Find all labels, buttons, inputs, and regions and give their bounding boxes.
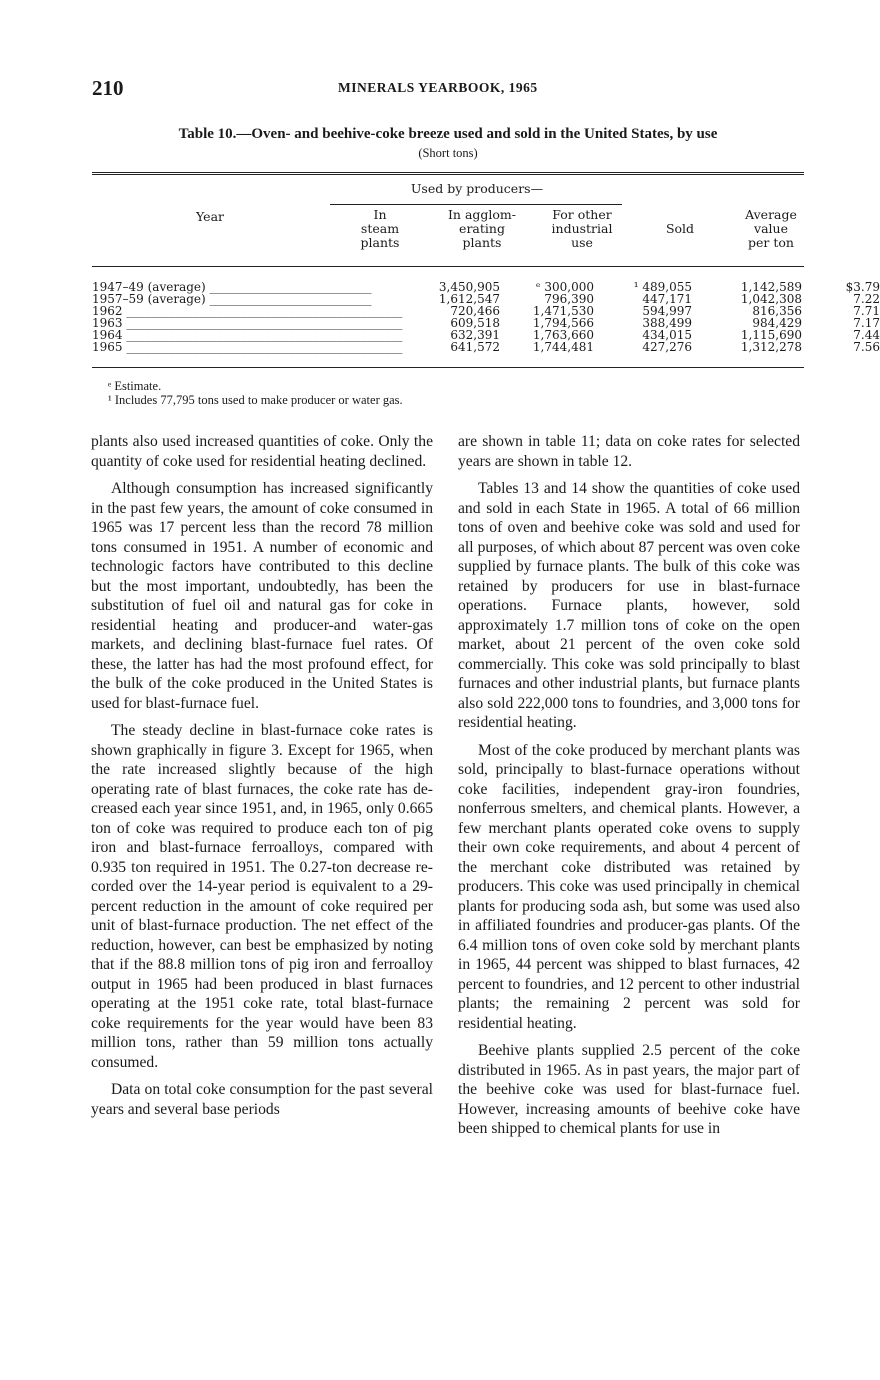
cell-sold: 1,042,308: [740, 292, 802, 306]
paragraph: The steady decline in blast-furnace coke rates is shown graphically in figure 3. Except for 1965, when the rate increased slightly because of the high operating rate of blast furnaces, the coke rate has decreased each year since 1951, and, in 1965, only 0.665 ton of coke was required to produce each ton of pig iron and blast-furnace ferroalloys, compared with 0.935 ton required in 1951. The 0.27-ton decrease recorded over the 14-year period is equivalent to a 29-percent reduction in the amount of coke required per unit of blast-furnace production. The net effect of the reduction, however, can best be emphasized by noting that if the 88.8 million tons of pig iron and ferroalloy output in 1965 had been produced in blast furnaces operating at the 1951 coke rate, total blast-furnace coke requirements for the year would have been 83 million tons, rather than 59 million tons actually consumed.: [91, 722, 433, 1071]
column-header-steam: In steam plants: [360, 207, 400, 250]
cell-average-value: 7.44: [853, 328, 880, 342]
cell-sold: 984,429: [752, 316, 802, 330]
cell-steam: 1,612,547: [438, 292, 500, 306]
footnote-1: ¹ Includes 77,795 tons used to make producer or water gas.: [108, 393, 403, 407]
cell-other-industrial: 447,171: [642, 292, 692, 306]
paragraph: Tables 13 and 14 show the quantities of coke used and sold in each State in 1965. A total of 66 million tons of oven and beehive coke was sold and used for all purposes, of which about 87 percent was oven coke supplied by furnace plants. The bulk of this coke was retained by producers for use in blast-furnace operations. Furnace plants, however, sold approximately 1.7 million tons of coke on the open market, about 21 percent of the oven coke sold commercially. This coke was sold principally to blast furnaces and other industrial plants, but furnace plants also sold 222,000 tons to foundries, and 3,000 tons for residential heating.: [458, 480, 800, 731]
cell-sold: 816,356: [752, 304, 802, 318]
row-year: 1947–49 (average) ___________________________: [92, 280, 372, 294]
column-header-other-industrial: For other industrial use: [551, 207, 613, 250]
cell-steam: 609,518: [450, 316, 500, 330]
paragraph: Data on total coke consumption for the past several years and several base periods: [91, 1081, 433, 1118]
body-column-right: [458, 432, 800, 1147]
row-year: 1964 ______________________________________________: [92, 328, 403, 342]
cell-agglomerating: 1,794,566: [532, 316, 594, 330]
column-header-agglomerating: In agglom- erating plants: [447, 207, 517, 250]
cell-agglomerating: 1,744,481: [532, 340, 594, 354]
cell-sold: 1,115,690: [740, 328, 802, 342]
row-year: 1957–59 (average) ___________________________: [92, 292, 372, 306]
page-number: 210: [92, 76, 124, 100]
cell-steam: 641,572: [450, 340, 500, 354]
table-header-rule: [92, 266, 804, 267]
paragraph: Most of the coke produced by merchant plants was sold, principally to blast-furnace operations without coke facilities, independent gray-iron foundries, nonferrous smelters, and chemical plants. However, a few merchant plants operated coke ovens to supply their own coke requirements, and about 4 percent of the merchant coke distributed was retained by producers. This coke was used principally in chemical plants for producing soda ash, but some was used also in affiliated foundries and producer-gas plants. Of the 6.4 million tons of oven coke sold by merchant plants in 1965, 44 percent was shipped to blast furnaces, 42 percent to foundries, and 12 percent to other industrial plants; the remaining 2 percent was sold for residential heating.: [458, 741, 800, 1032]
table-top-rule: [92, 172, 804, 175]
column-group-header: Used by producers—: [410, 181, 544, 196]
column-header-year: Year: [196, 209, 224, 224]
table-title: Table 10.—Oven- and beehive-coke breeze used and sold in the United States, by use: [178, 126, 718, 142]
cell-steam: 632,391: [450, 328, 500, 342]
row-year: 1965 ______________________________________________: [92, 340, 403, 354]
body-column-left: [91, 432, 433, 1127]
paragraph: plants also used increased quantities of coke. Only the quantity of coke used for residential heating declined.: [91, 433, 433, 470]
column-header-sold: Sold: [665, 221, 695, 236]
paragraph: are shown in table 11; data on coke rates for selected years are shown in table 12.: [458, 433, 800, 470]
paragraph: Beehive plants supplied 2.5 percent of the coke distributed in 1965. As in past years, the major part of the beehive coke was used for blast-furnace fuel. However, increasing amounts of beehive coke have been shipped to chemical plants for use in: [458, 1042, 800, 1137]
cell-average-value: 7.71: [853, 304, 880, 318]
cell-average-value: 7.17: [853, 316, 880, 330]
cell-other-industrial: 594,997: [642, 304, 692, 318]
cell-steam: 720,466: [450, 304, 500, 318]
footnote-estimate: ᵉ Estimate.: [108, 379, 162, 393]
table-row: [92, 340, 880, 354]
page-header: [92, 76, 804, 104]
cell-average-value: $3.79: [845, 280, 880, 294]
cell-other-industrial: 388,499: [642, 316, 692, 330]
cell-other-industrial: 434,015: [642, 328, 692, 342]
table-bottom-rule: [92, 367, 804, 368]
cell-sold: 1,142,589: [740, 280, 802, 294]
cell-agglomerating: 796,390: [544, 292, 594, 306]
table-footnotes: [108, 379, 403, 407]
cell-agglomerating: 1,471,530: [532, 304, 594, 318]
column-header-average-value: Average value per ton: [745, 207, 797, 250]
cell-average-value: 7.56: [853, 340, 880, 354]
table-subtitle: (Short tons): [418, 146, 478, 160]
paragraph: Although consumption has increased significantly in the past few years, the amount of coke consumed in 1965 was 17 percent less than the record 78 million tons consumed in 1951. A number of economic and technologic factors have contributed to this decline but the most important, undoubtedly, has been the substitution of fuel oil and natural gas for coke in residential heating and producer-and water-gas markets, and declining blast-furnace fuel rates. Of these, the latter has had the most profound effect, for the bulk of the coke produced in the United States is used for blast-furnace fuel.: [91, 480, 433, 712]
cell-sold: 1,312,278: [740, 340, 802, 354]
row-year: 1962 ______________________________________________: [92, 304, 403, 318]
cell-steam: 3,450,905: [438, 280, 500, 294]
cell-other-industrial: 427,276: [642, 340, 692, 354]
cell-agglomerating: ᵉ 300,000: [535, 280, 594, 294]
cell-average-value: 7.22: [853, 292, 880, 306]
running-head: MINERALS YEARBOOK, 1965: [338, 80, 538, 95]
row-year: 1963 ______________________________________________: [92, 316, 403, 330]
column-group-rule: [330, 204, 622, 205]
cell-agglomerating: 1,763,660: [532, 328, 594, 342]
cell-other-industrial: ¹ 489,055: [633, 280, 692, 294]
